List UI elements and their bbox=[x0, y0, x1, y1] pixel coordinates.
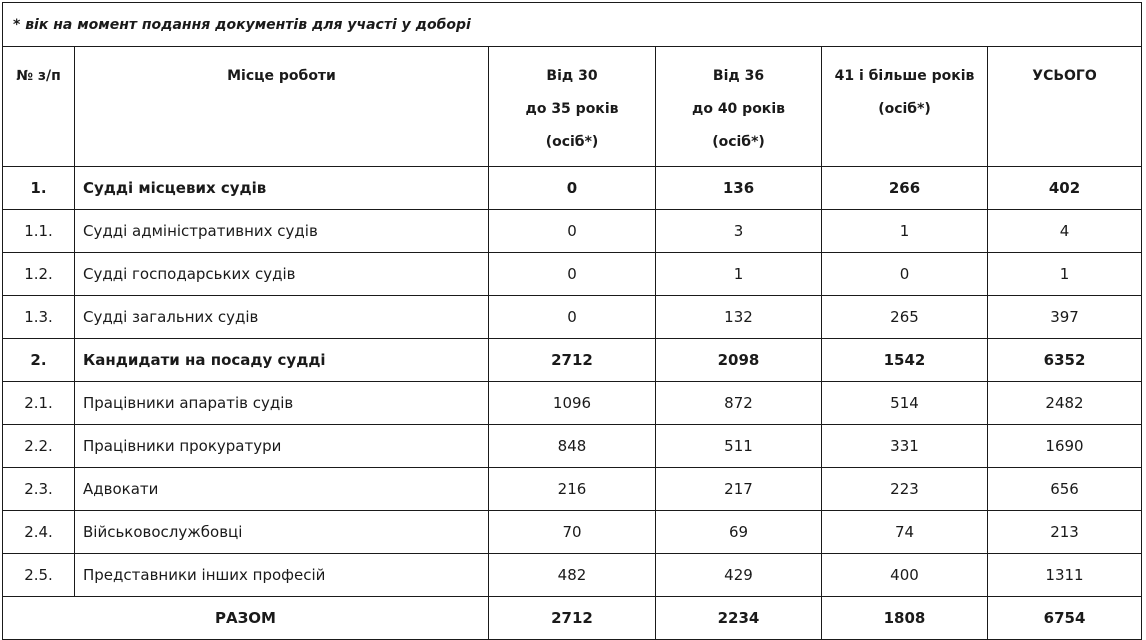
row-age-36-40: 3 bbox=[656, 210, 822, 253]
row-age-30-35: 0 bbox=[489, 253, 656, 296]
header-place: Місце роботи bbox=[75, 47, 489, 167]
summary-total: 6754 bbox=[988, 597, 1142, 640]
row-place: Адвокати bbox=[75, 468, 489, 511]
table-row bbox=[3, 167, 1142, 210]
row-total: 1311 bbox=[988, 554, 1142, 597]
row-age-30-35: 1096 bbox=[489, 382, 656, 425]
table-row bbox=[3, 296, 1142, 339]
row-num: 2.1. bbox=[3, 382, 75, 425]
row-total: 4 bbox=[988, 210, 1142, 253]
summary-age-36-40: 2234 bbox=[656, 597, 822, 640]
summary-label: РАЗОМ bbox=[3, 597, 489, 640]
header-age-30-35-line-3: (осіб*) bbox=[545, 134, 599, 150]
summary-age-30-35: 2712 bbox=[489, 597, 656, 640]
header-age-36-40 bbox=[656, 47, 822, 167]
header-num: № з/п bbox=[3, 47, 75, 167]
age-footnote: * вік на момент подання документів для участі у доборі bbox=[3, 3, 1142, 47]
row-age-30-35: 70 bbox=[489, 511, 656, 554]
row-age-41-plus: 266 bbox=[822, 167, 988, 210]
summary-age-41-plus: 1808 bbox=[822, 597, 988, 640]
row-total: 402 bbox=[988, 167, 1142, 210]
row-num: 1.2. bbox=[3, 253, 75, 296]
header-age-41-line-2: (осіб*) bbox=[878, 101, 931, 117]
table-row bbox=[3, 554, 1142, 597]
row-age-41-plus: 265 bbox=[822, 296, 988, 339]
row-age-41-plus: 1542 bbox=[822, 339, 988, 382]
statistics-table bbox=[2, 2, 1142, 640]
row-age-30-35: 848 bbox=[489, 425, 656, 468]
table-row bbox=[3, 210, 1142, 253]
row-age-36-40: 217 bbox=[656, 468, 822, 511]
note-row bbox=[3, 3, 1142, 47]
table-row bbox=[3, 425, 1142, 468]
row-num: 2.5. bbox=[3, 554, 75, 597]
row-age-41-plus: 400 bbox=[822, 554, 988, 597]
row-total: 1 bbox=[988, 253, 1142, 296]
row-age-41-plus: 331 bbox=[822, 425, 988, 468]
row-age-36-40: 511 bbox=[656, 425, 822, 468]
row-total: 1690 bbox=[988, 425, 1142, 468]
header-age-41-plus bbox=[822, 47, 988, 167]
row-age-36-40: 136 bbox=[656, 167, 822, 210]
row-age-30-35: 482 bbox=[489, 554, 656, 597]
table-row bbox=[3, 511, 1142, 554]
row-age-41-plus: 74 bbox=[822, 511, 988, 554]
table-row bbox=[3, 382, 1142, 425]
row-age-36-40: 872 bbox=[656, 382, 822, 425]
header-row bbox=[3, 47, 1142, 167]
row-age-36-40: 1 bbox=[656, 253, 822, 296]
row-place: Працівники прокуратури bbox=[75, 425, 489, 468]
row-total: 656 bbox=[988, 468, 1142, 511]
row-place: Представники інших професій bbox=[75, 554, 489, 597]
row-age-30-35: 0 bbox=[489, 296, 656, 339]
row-age-30-35: 0 bbox=[489, 167, 656, 210]
summary-row bbox=[3, 597, 1142, 640]
row-age-36-40: 2098 bbox=[656, 339, 822, 382]
row-num: 2.3. bbox=[3, 468, 75, 511]
row-num: 2. bbox=[3, 339, 75, 382]
table-row bbox=[3, 253, 1142, 296]
row-age-36-40: 132 bbox=[656, 296, 822, 339]
row-place: Судді загальних судів bbox=[75, 296, 489, 339]
row-age-30-35: 0 bbox=[489, 210, 656, 253]
row-age-41-plus: 1 bbox=[822, 210, 988, 253]
header-age-41-line-1: 41 і більше років bbox=[834, 68, 975, 84]
header-age-36-40-line-1: Від 36 bbox=[712, 68, 765, 84]
header-age-36-40-line-3: (осіб*) bbox=[712, 134, 765, 150]
row-place: Судді місцевих судів bbox=[75, 167, 489, 210]
row-place: Кандидати на посаду судді bbox=[75, 339, 489, 382]
header-age-30-35-line-1: Від 30 bbox=[546, 68, 598, 84]
row-num: 1.3. bbox=[3, 296, 75, 339]
row-place: Судді адміністративних судів bbox=[75, 210, 489, 253]
row-place: Працівники апаратів судів bbox=[75, 382, 489, 425]
table-row bbox=[3, 339, 1142, 382]
row-total: 2482 bbox=[988, 382, 1142, 425]
header-age-30-35 bbox=[489, 47, 656, 167]
row-num: 1. bbox=[3, 167, 75, 210]
statistics-table-container bbox=[2, 2, 1141, 640]
row-num: 2.4. bbox=[3, 511, 75, 554]
table-row bbox=[3, 468, 1142, 511]
row-total: 6352 bbox=[988, 339, 1142, 382]
row-age-41-plus: 514 bbox=[822, 382, 988, 425]
header-total: УСЬОГО bbox=[988, 47, 1142, 167]
header-age-36-40-line-2: до 40 років bbox=[692, 101, 785, 117]
header-age-30-35-line-2: до 35 років bbox=[525, 101, 619, 117]
row-age-41-plus: 0 bbox=[822, 253, 988, 296]
row-num: 1.1. bbox=[3, 210, 75, 253]
row-place: Судді господарських судів bbox=[75, 253, 489, 296]
row-total: 213 bbox=[988, 511, 1142, 554]
row-total: 397 bbox=[988, 296, 1142, 339]
row-place: Військовослужбовці bbox=[75, 511, 489, 554]
row-age-41-plus: 223 bbox=[822, 468, 988, 511]
row-age-36-40: 429 bbox=[656, 554, 822, 597]
row-age-36-40: 69 bbox=[656, 511, 822, 554]
row-age-30-35: 2712 bbox=[489, 339, 656, 382]
row-num: 2.2. bbox=[3, 425, 75, 468]
row-age-30-35: 216 bbox=[489, 468, 656, 511]
